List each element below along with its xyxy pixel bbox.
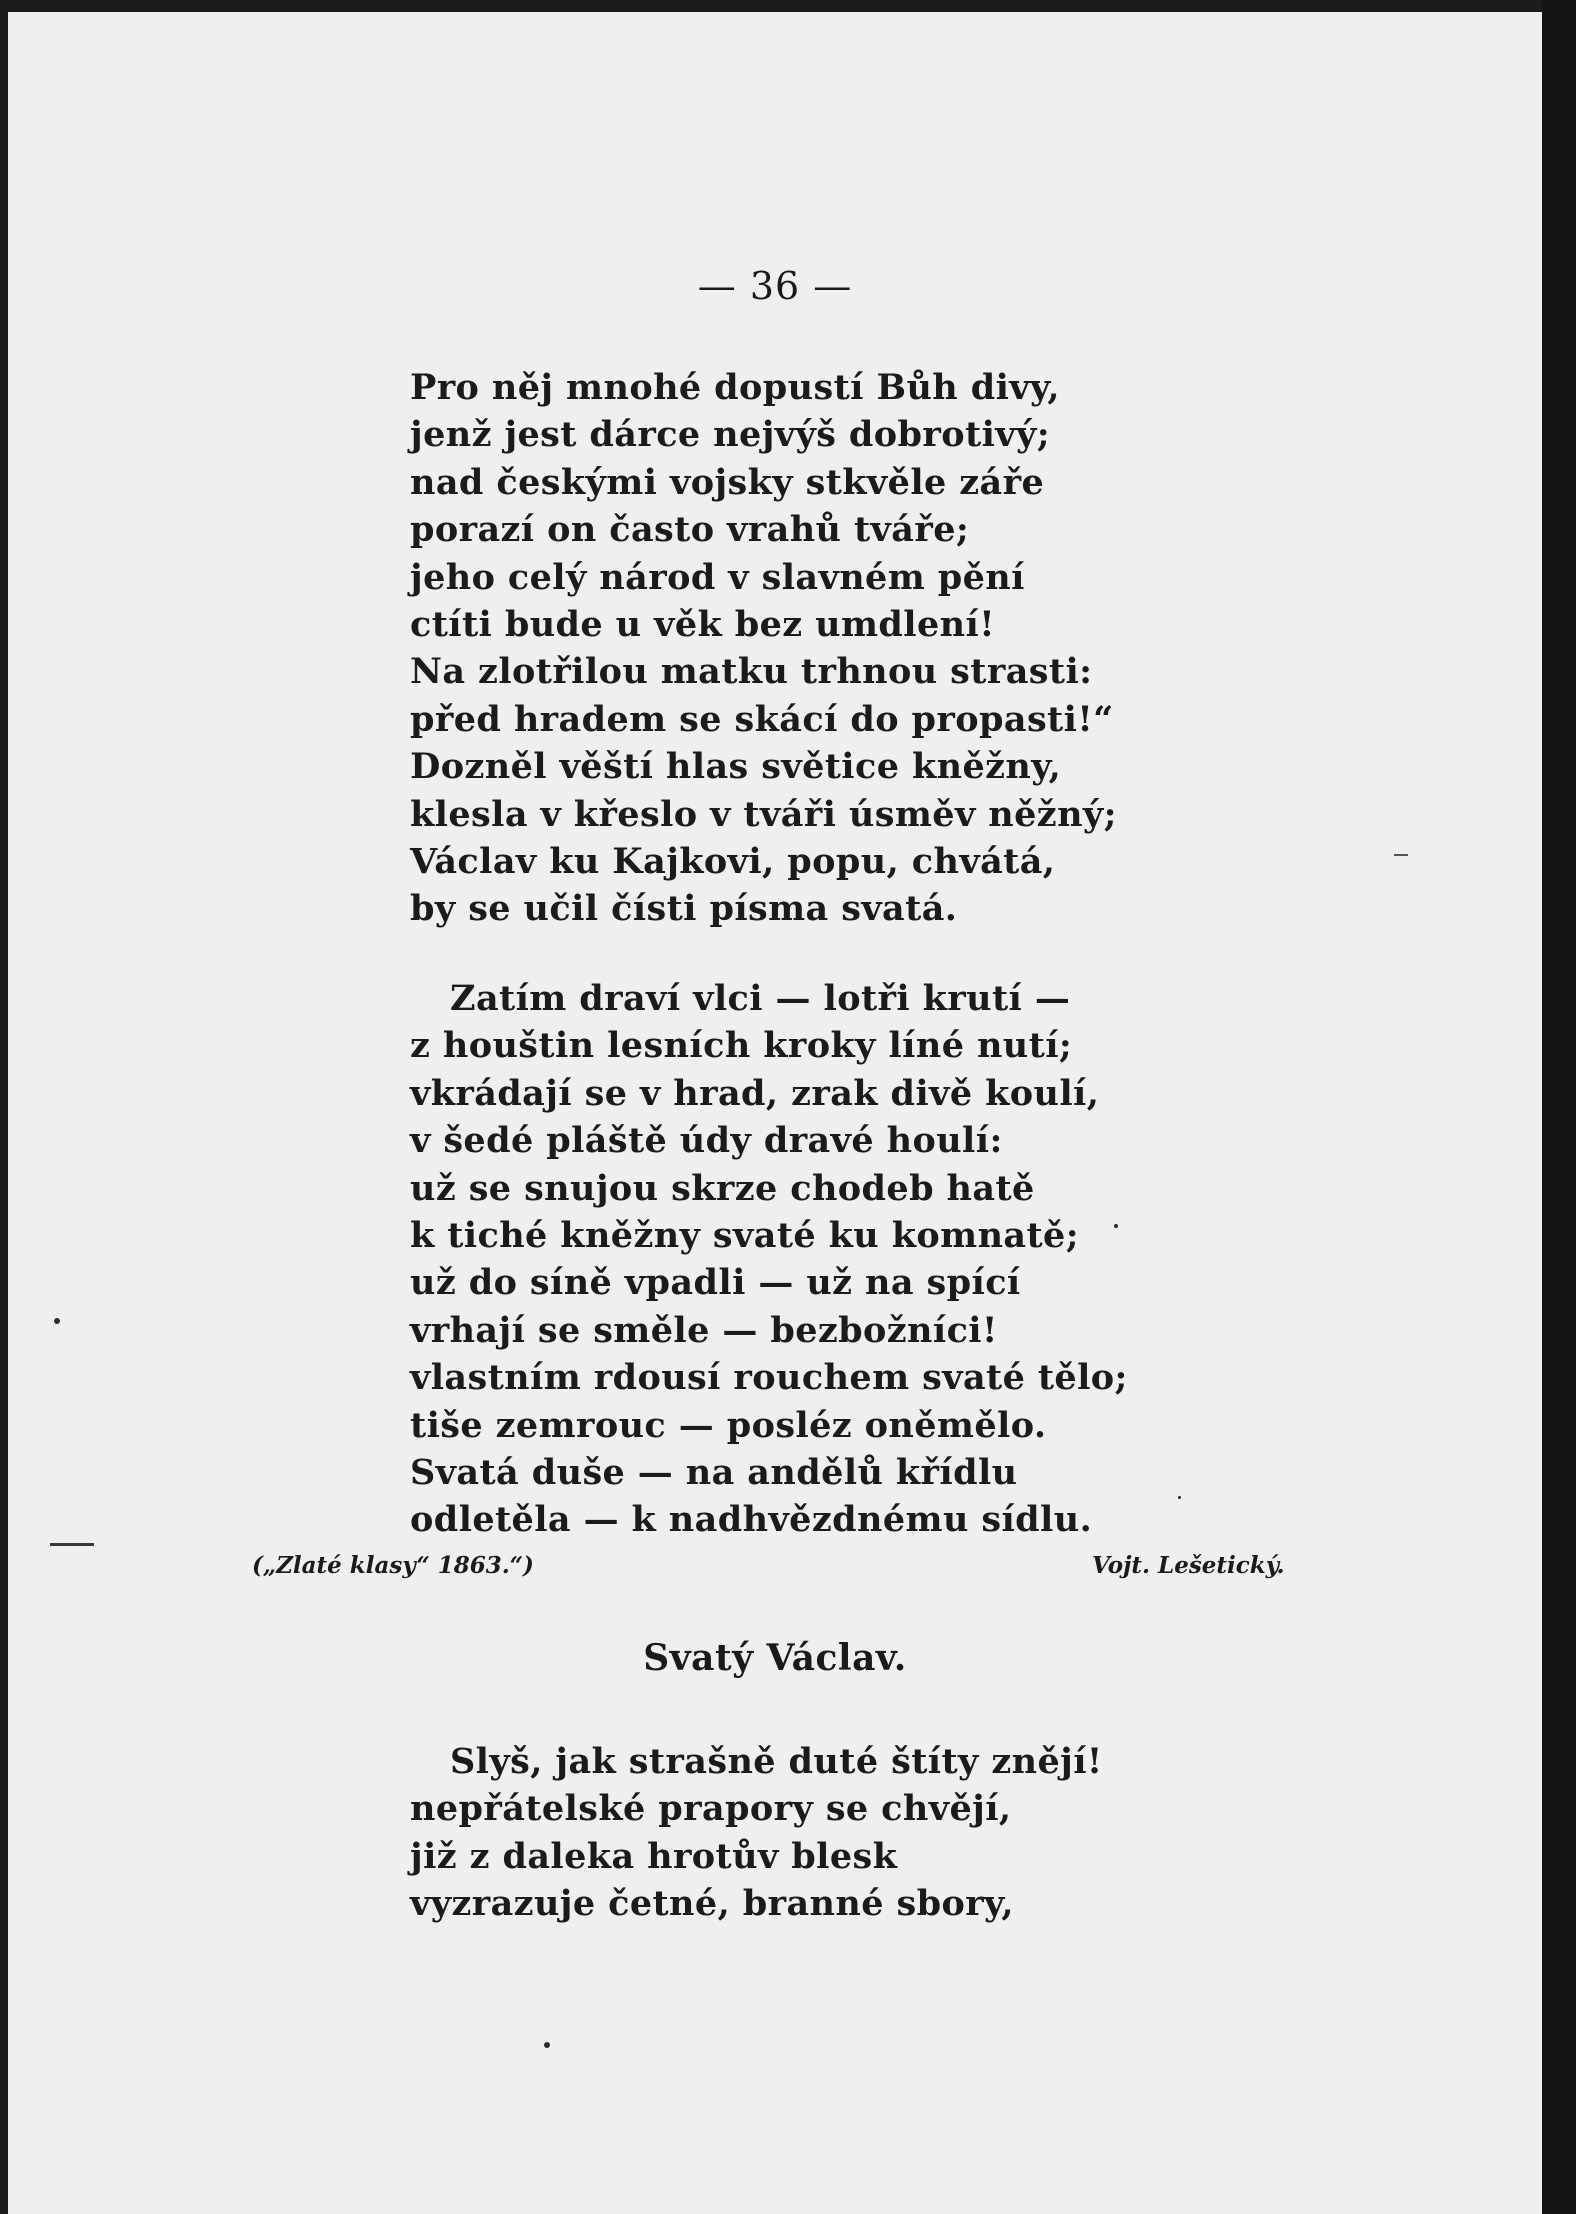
margin-mark — [50, 1543, 94, 1546]
print-speck — [54, 1318, 60, 1324]
verse-line: tiše zemrouc — posléz oněmělo. — [410, 1404, 1047, 1446]
margin-mark — [1394, 854, 1408, 856]
verse-line: Václav ku Kajkovi, popu, chvátá, — [410, 841, 1056, 883]
verse-line: odletěla — k nadhvězdnému sídlu. — [410, 1499, 1093, 1541]
verse-line: Svatá duše — na andělů křídlu — [410, 1452, 1018, 1494]
verse-line: k tiché kněžny svaté ku komnatě; — [410, 1215, 1080, 1257]
poem-title: Svatý Václav. — [643, 1637, 907, 1679]
verse-line: už do síně vpadli — už na spící — [410, 1262, 1021, 1304]
print-speck — [1114, 1224, 1118, 1228]
verse-line: Slyš, jak strašně duté štíty znějí! — [450, 1741, 1103, 1782]
verse-line: nad českými vojsky stkvěle záře — [410, 461, 1045, 503]
stanza-2 — [410, 975, 1128, 1544]
verse-line: Dozněl věští hlas světice kněžny, — [410, 746, 1062, 788]
verse-line: Na zlotřilou matku trhnou strasti: — [410, 651, 1093, 693]
verse-line: už se snujou skrze chodeb hatě — [410, 1167, 1035, 1209]
verse-line: vkrádají se v hrad, zrak divě koulí, — [410, 1072, 1100, 1114]
stanza-3 — [410, 1738, 1103, 1928]
verse-line: Pro něj mnohé dopustí Bůh divy, — [410, 367, 1061, 408]
source-citation: („Zlaté klasy“ 1863.“) — [252, 1552, 534, 1579]
author-signature: Vojt. Lešetický. — [1092, 1552, 1285, 1579]
verse-line: nepřátelské prapory se chvějí, — [410, 1788, 1012, 1830]
verse-line: jenž jest dárce nejvýš dobrotivý; — [410, 414, 1051, 456]
verse-line: by se učil čísti písma svatá. — [410, 888, 958, 930]
verse-line: v šedé pláště údy dravé houlí: — [410, 1120, 1003, 1162]
print-speck — [544, 2042, 550, 2048]
verse-line: vrhají se směle — bezbožníci! — [410, 1309, 998, 1351]
print-speck — [1178, 1496, 1181, 1499]
book-page — [8, 12, 1542, 2214]
verse-line: klesla v křeslo v tváři úsměv něžný; — [410, 793, 1117, 835]
page-number: — 36 — — [697, 264, 853, 308]
verse-line: ctíti bude u věk bez umdlení! — [410, 604, 995, 646]
verse-line: před hradem se skácí do propasti!“ — [410, 698, 1114, 740]
verse-line: již z daleka hrotův blesk — [410, 1835, 898, 1877]
stanza-1 — [410, 364, 1117, 933]
verse-line: vlastním rdousí rouchem svaté tělo; — [410, 1357, 1128, 1399]
verse-line: z houštin lesních kroky líné nutí; — [410, 1025, 1073, 1067]
scan-border — [1542, 0, 1576, 2214]
verse-line: porazí on často vrahů tváře; — [410, 509, 970, 551]
verse-line: jeho celý národ v slavném pění — [410, 556, 1025, 598]
verse-line: Zatím draví vlci — lotři krutí — — [450, 978, 1071, 1019]
verse-line: vyzrazuje četné, branné sbory, — [410, 1883, 1015, 1925]
